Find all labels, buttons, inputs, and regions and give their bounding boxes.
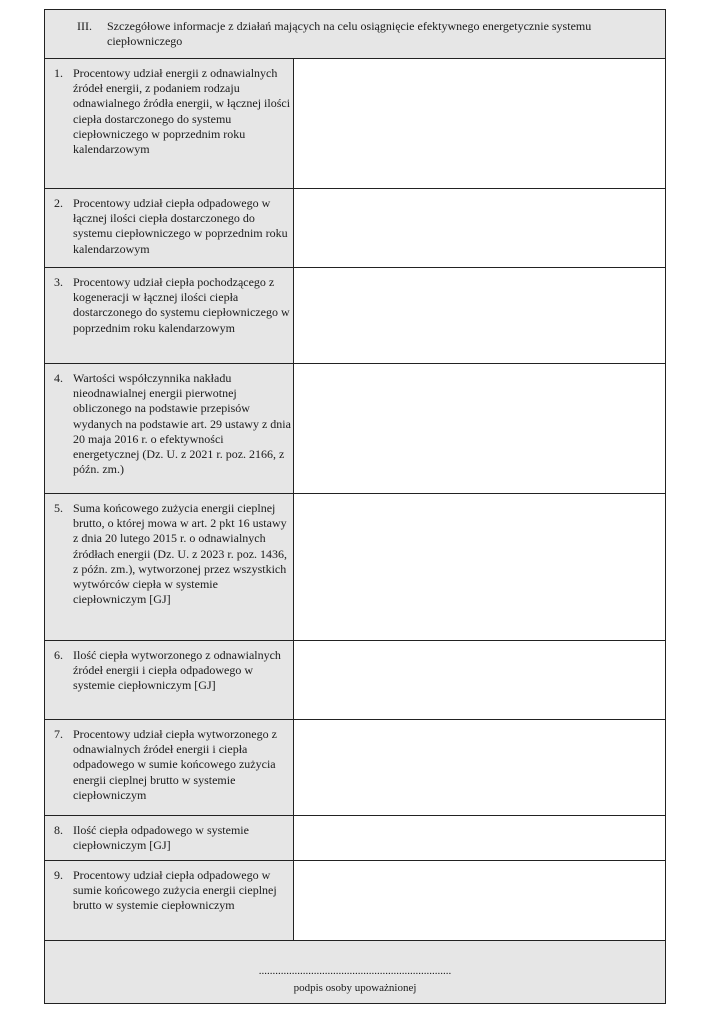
- row-number: 6.: [54, 648, 63, 662]
- form-row-6: [45, 641, 665, 720]
- form-row-1: [45, 59, 665, 189]
- row-label-cell: [45, 268, 294, 363]
- section-number: III.: [77, 19, 92, 33]
- signature-label: podpis osoby upoważnionej: [293, 982, 417, 994]
- row-label: Procentowy udział energii z odnawialnych źródeł energii, z podaniem rodzaju odnawialnego źródła energii, w łącznej ilości ciepła dostarczonego do systemu ciepłowniczego w poprzednim roku kalendarzowym: [73, 66, 291, 157]
- row-label-cell: [45, 720, 294, 815]
- row-value-field[interactable]: [294, 189, 665, 267]
- row-label-cell: [45, 189, 294, 267]
- information-form: [44, 9, 666, 1004]
- row-label: Procentowy udział ciepła pochodzącego z kogeneracji w łącznej ilości ciepła dostarczonego do systemu ciepłowniczego w poprzednim roku kalendarzowym: [73, 275, 290, 335]
- row-number: 5.: [54, 501, 63, 515]
- form-row-4: [45, 364, 665, 494]
- row-label: Procentowy udział ciepła odpadowego w łącznej ilości ciepła dostarczonego do systemu ciepłowniczego w poprzednim roku kalendarzowym: [73, 196, 288, 256]
- form-row-7: [45, 720, 665, 816]
- row-label-cell: [45, 59, 294, 188]
- row-value-field[interactable]: [294, 641, 665, 719]
- row-label-cell: [45, 816, 294, 860]
- section-header: [45, 10, 665, 59]
- row-value-field[interactable]: [294, 720, 665, 815]
- row-number: 4.: [54, 371, 63, 385]
- row-number: 7.: [54, 727, 63, 741]
- row-label: Ilość ciepła odpadowego w systemie ciepłowniczym [GJ]: [73, 823, 249, 853]
- section-title: Szczegółowe informacje z działań mających na celu osiągnięcie efektywnego energetycznie systemu ciepłowniczego: [107, 19, 592, 48]
- row-value-field[interactable]: [294, 364, 665, 493]
- form-row-9: [45, 861, 665, 941]
- row-value-field[interactable]: [294, 861, 665, 940]
- row-label: Procentowy udział ciepła wytworzonego z odnawialnych źródeł energii i ciepła odpadowego w sumie końcowego zużycia energii cieplnej brutto w systemie ciepłowniczym: [73, 727, 277, 802]
- signature-line[interactable]: ......................................................................: [258, 965, 452, 977]
- form-row-5: [45, 494, 665, 641]
- row-label: Procentowy udział ciepła odpadowego w sumie końcowego zużycia energii cieplnej brutto w systemie ciepłowniczym: [73, 868, 277, 913]
- signature-area: [45, 941, 665, 1003]
- row-number: 8.: [54, 823, 63, 837]
- row-value-field[interactable]: [294, 268, 665, 363]
- form-row-8: [45, 816, 665, 861]
- row-number: 1.: [54, 66, 63, 80]
- row-label: Ilość ciepła wytworzonego z odnawialnych źródeł energii i ciepła odpadowego w systemie ciepłowniczym [GJ]: [73, 648, 281, 693]
- row-label-cell: [45, 364, 294, 493]
- row-label-cell: [45, 641, 294, 719]
- form-row-3: [45, 268, 665, 364]
- form-row-2: [45, 189, 665, 268]
- row-label-cell: [45, 861, 294, 940]
- row-number: 9.: [54, 868, 63, 882]
- row-value-field[interactable]: [294, 494, 665, 640]
- row-label: Wartości współczynnika nakładu nieodnawialnej energii pierwotnej obliczonego na podstawie przepisów wydanych na podstawie art. 29 ustawy z dnia 20 maja 2016 r. o efektywności energetycznej (Dz. U. z 2021 r. poz. 2166, z późn. zm.): [73, 371, 291, 477]
- row-number: 2.: [54, 196, 63, 210]
- row-label-cell: [45, 494, 294, 640]
- row-value-field[interactable]: [294, 59, 665, 188]
- row-label: Suma końcowego zużycia energii cieplnej brutto, o której mowa w art. 2 pkt 16 ustawy z dnia 20 lutego 2015 r. o odnawialnych źródłach energii (Dz. U. z 2023 r. poz. 1436, z późn. zm.), wytworzonej przez wszystkich wytwórców ciepła w systemie ciepłowniczym [GJ]: [73, 501, 288, 607]
- row-number: 3.: [54, 275, 63, 289]
- row-value-field[interactable]: [294, 816, 665, 860]
